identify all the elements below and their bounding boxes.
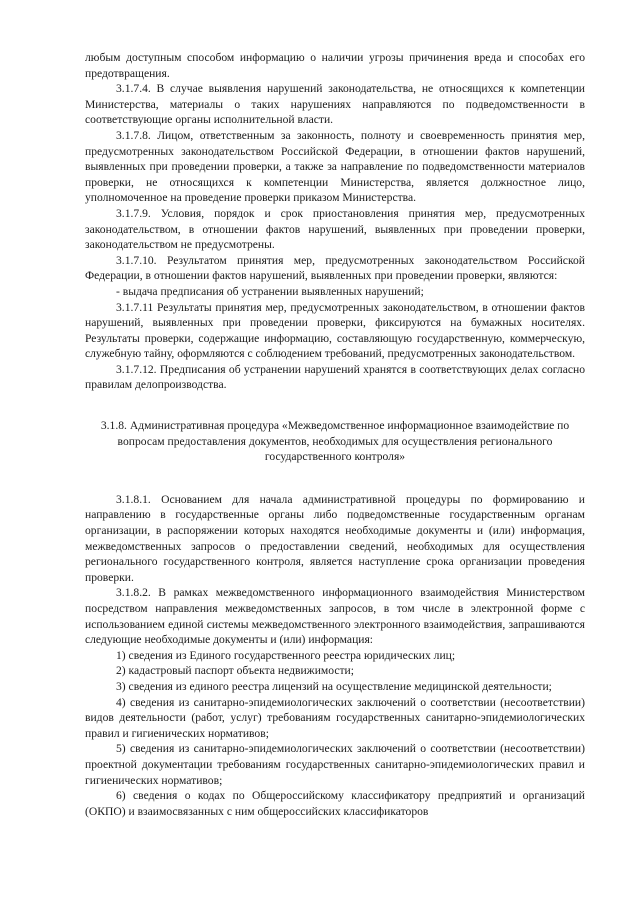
paragraph-3-1-8-1: 3.1.8.1. Основанием для начала административной процедуры по формированию и направлению в государственные органы либо подведомственные государственным органам организации, в распоряжении которых находятся необходимые документы и (или) информация, межведомственных запросов о предоставлении сведений, необходимых для осуществления регионального государственного контроля, является наступление срока организации проведения проверки.: [85, 492, 585, 584]
list-item-4: 4) сведения из санитарно-эпидемиологических заключений о соответствии (несоответствии) видов деятельности (работ, услуг) требованиям государственных санитарно-эпидемиологических правил и гигиенических нормативов;: [85, 695, 585, 740]
paragraph-3-1-7-10-item: - выдача предписания об устранении выявленных нарушений;: [116, 284, 424, 298]
paragraph-3-1-7-12: 3.1.7.12. Предписания об устранении нарушений хранятся в соответствующих делах согласно правилам делопроизводства.: [85, 362, 585, 392]
paragraph-3-1-7-11: 3.1.7.11 Результаты принятия мер, предусмотренных законодательством, в отношении фактов нарушений, выявленных при проведении проверки, фиксируются на бумажных носителях. Результаты проверки, содержащие информацию, составляющую государственную, коммерческую, служебную тайну, оформляются с соблюдением требований, предусмотренных законодательством.: [85, 300, 585, 361]
paragraph-3-1-7-8: 3.1.7.8. Лицом, ответственным за законность, полноту и своевременность принятия мер, предусмотренных законодательством Российской Федерации, в отношении фактов нарушений, выявленных при проведении проверки, а также за направление по подведомственности материалов проверки, не относящихся к компетенции Министерства, является должностное лицо, уполномоченное на проведение проверки приказом Министерства.: [85, 128, 585, 205]
list-item-2: 2) кадастровый паспорт объекта недвижимости;: [116, 664, 354, 678]
paragraph-3-1-8-2: 3.1.8.2. В рамках межведомственного информационного взаимодействия Министерством посредством направления межведомственных запросов, в том числе в электронной форме с использованием единой системы межведомственного электронного взаимодействия, запрашиваются следующие необходимые документы и (или) информация:: [85, 586, 585, 647]
paragraph-3-1-7-9: 3.1.7.9. Условия, порядок и срок приостановления принятия мер, предусмотренных законодательством, в отношении фактов нарушений, выявленных при проведении проверки, законодательством не предусмотрены.: [85, 206, 585, 252]
paragraph-3-1-7-10: 3.1.7.10. Результатом принятия мер, предусмотренных законодательством Российской Федерации, в отношении фактов нарушений, выявленных при проведении проверки, являются:: [85, 253, 585, 283]
paragraph-continuation: любым доступным способом информацию о наличии угрозы причинения вреда и способах его предотвращения.: [85, 51, 585, 80]
list-item-3: 3) сведения из единого реестра лицензий на осуществление медицинской деятельности;: [116, 679, 552, 693]
paragraph-3-1-7-4: 3.1.7.4. В случае выявления нарушений законодательства, не относящихся к компетенции Министерства, материалы о таких нарушениях направляются по подведомственности в соответствующие органы исполнительной власти.: [85, 82, 585, 127]
document-page: [85, 50, 585, 819]
section-heading-3-1-8: 3.1.8. Административная процедура «Межведомственное информационное взаимодействие по вопросам предоставления документов, необходимых для осуществления регионального государственного контроля»: [100, 419, 570, 464]
list-item-5: 5) сведения из санитарно-эпидемиологических заключений о соответствии (несоответствии) проектной документации требованиям государственных санитарно-эпидемиологических правил и гигиенических нормативов;: [85, 742, 585, 787]
list-item-1: 1) сведения из Единого государственного реестра юридических лиц;: [116, 648, 456, 662]
list-item-6: 6) сведения о кодах по Общероссийскому классификатору предприятий и организаций (ОКПО) и взаимосвязанных с ним общероссийских классификаторов: [85, 789, 585, 818]
